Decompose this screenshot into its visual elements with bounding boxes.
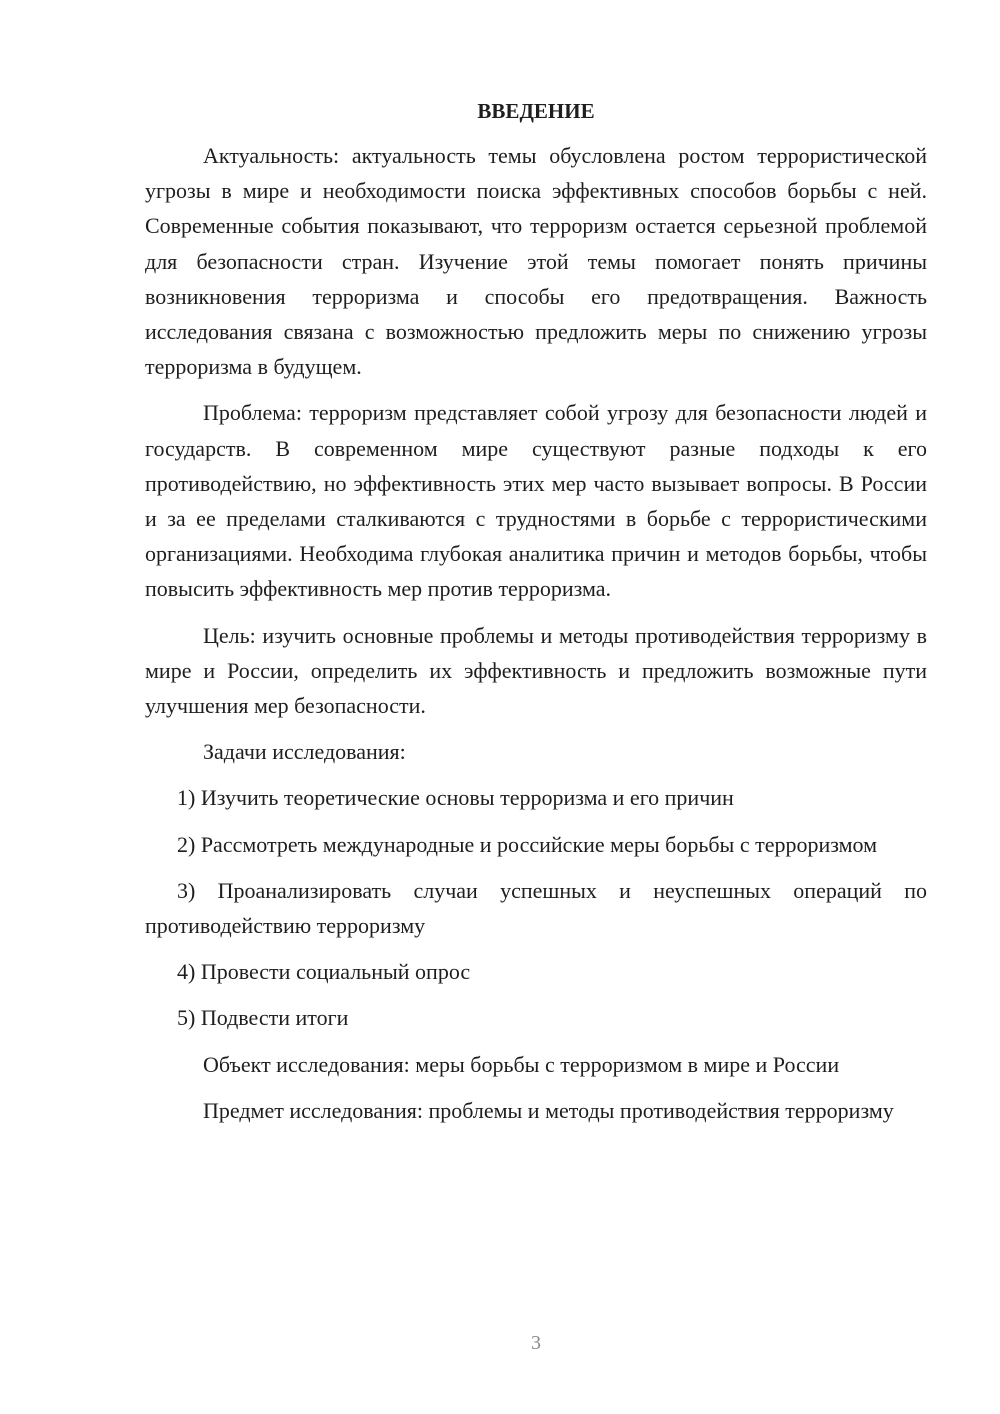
task-item-2: 2) Рассмотреть международные и российские меры борьбы с терроризмом <box>177 831 878 857</box>
research-object: Объект исследования: меры борьбы с терроризмом в мире и России <box>203 1051 840 1077</box>
paragraph-relevance: Актуальность: актуальность темы обусловлена ростом террористической угрозы в мире и необходимости поиска эффективных способов борьбы с ней. Современные события показывают, что терроризм остается серьезной проблемой для безопасности стран. Изучение этой темы помогает понять причины возникновения терроризма и способы его предотвращения. Важность исследования связана с возможностью предложить меры по снижению угрозы терроризма в будущем. <box>145 143 927 380</box>
research-subject: Предмет исследования: проблемы и методы противодействия терроризму <box>203 1097 894 1123</box>
task-item-5: 5) Подвести итоги <box>177 1005 349 1031</box>
page-content <box>145 96 927 1139</box>
tasks-title: Задачи исследования: <box>203 739 406 765</box>
task-item-3: 3) Проанализировать случаи успешных и неуспешных операций по противодействию терроризму <box>145 877 927 939</box>
paragraph-goal: Цель: изучить основные проблемы и методы противодействия терроризму в мире и России, определить их эффективность и предложить возможные пути улучшения мер безопасности. <box>145 622 927 719</box>
task-item-1: 1) Изучить теоретические основы терроризма и его причин <box>177 785 734 811</box>
page-heading: ВВЕДЕНИЕ <box>477 99 595 123</box>
paragraph-problem: Проблема: терроризм представляет собой угрозу для безопасности людей и государств. В современном мире существуют разные подходы к его противодействию, но эффективность этих мер часто вызывает вопросы. В России и за ее пределами сталкиваются с трудностями в борьбе с террористическими организациями. Необходима глубокая аналитика причин и методов борьбы, чтобы повысить эффективность мер против терроризма. <box>145 400 927 602</box>
task-item-4: 4) Провести социальный опрос <box>177 959 471 985</box>
page-number: 3 <box>531 1332 541 1354</box>
